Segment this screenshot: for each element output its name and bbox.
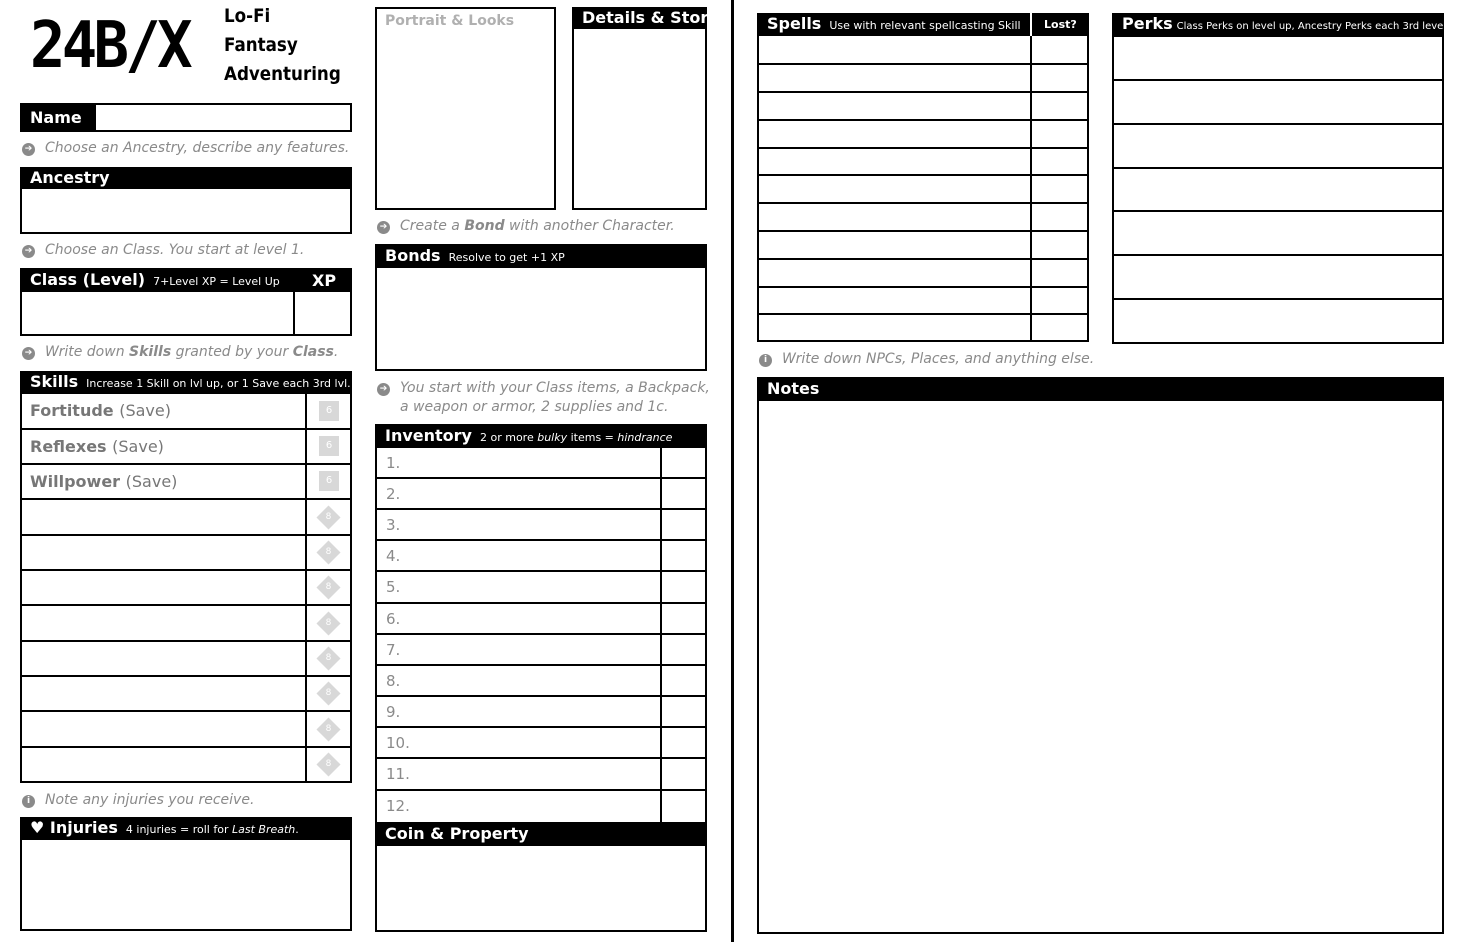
- inventory-row-number: 9.: [386, 703, 401, 721]
- injuries-header: ♥ Injuries 4 injuries = roll for Last Breath.: [20, 817, 352, 840]
- bonds-header: Bonds Resolve to get +1 XP: [375, 244, 707, 268]
- spells-header-divider: [1030, 13, 1032, 36]
- class-divider: [293, 292, 295, 334]
- inventory-row[interactable]: [377, 572, 705, 604]
- details-header: Details & Story: [572, 7, 707, 29]
- hint-notes: i Write down NPCs, Places, and anything else.: [759, 351, 1094, 367]
- spell-row[interactable]: [759, 121, 1087, 149]
- ancestry-input[interactable]: [22, 189, 350, 232]
- d8-icon: 8: [316, 611, 340, 635]
- skill-name: Reflexes: [30, 437, 107, 456]
- notes-header: Notes: [757, 377, 1444, 401]
- perk-row[interactable]: [1114, 37, 1442, 81]
- hint-class: ➔ Choose an Class. You start at level 1.: [22, 242, 304, 258]
- name-label: Name: [20, 103, 96, 132]
- hint-bond: ➔ Create a Bond with another Character.: [377, 218, 675, 234]
- perk-row[interactable]: [1114, 300, 1442, 342]
- inventory-row[interactable]: [377, 759, 705, 791]
- inventory-row[interactable]: [377, 479, 705, 510]
- arrow-circle-icon: ➔: [377, 221, 390, 234]
- skill-row-empty[interactable]: [22, 536, 350, 571]
- hint-injuries: i Note any injuries you receive.: [22, 792, 254, 808]
- skills-header: Skills Increase 1 Skill on lvl up, or 1 Save each 3rd lvl.: [20, 371, 352, 394]
- skill-name: Willpower: [30, 472, 121, 491]
- inventory-row[interactable]: [377, 448, 705, 479]
- skill-row-empty[interactable]: [22, 748, 350, 781]
- spell-row[interactable]: [759, 176, 1087, 204]
- d6-icon: 6: [319, 471, 339, 491]
- inventory-row-number: 10.: [386, 734, 410, 752]
- inventory-row[interactable]: [377, 604, 705, 635]
- spell-row[interactable]: [759, 260, 1087, 288]
- xp-label: XP: [312, 271, 337, 290]
- spells-header: Spells Use with relevant spellcasting Skill: [757, 13, 1089, 36]
- spell-row[interactable]: [759, 36, 1087, 65]
- d8-icon: 8: [316, 717, 340, 741]
- inventory-row-number: 1.: [386, 454, 401, 472]
- perk-row[interactable]: [1114, 81, 1442, 125]
- hint-skills: ➔ Write down Skills granted by your Class.: [22, 344, 338, 360]
- d8-icon: 8: [316, 575, 340, 599]
- logo: [30, 6, 220, 86]
- inventory-row[interactable]: [377, 541, 705, 572]
- inventory-row[interactable]: [377, 791, 705, 822]
- inventory-row-number: 8.: [386, 672, 401, 690]
- heart-icon: ♥: [30, 818, 45, 837]
- d8-icon: 8: [316, 646, 340, 670]
- arrow-circle-icon: ➔: [22, 245, 35, 258]
- skill-save-tag: (Save): [112, 437, 164, 456]
- subtitle-line-1: Lo-Fi: [224, 5, 271, 27]
- skill-row-empty[interactable]: [22, 571, 350, 606]
- inventory-row[interactable]: [377, 666, 705, 697]
- skill-row-empty[interactable]: [22, 712, 350, 748]
- subtitle-line-3: Adventuring: [224, 63, 341, 85]
- inventory-row-number: 5.: [386, 578, 401, 596]
- skill-save-tag: (Save): [125, 472, 178, 491]
- details-input[interactable]: [574, 29, 705, 208]
- bonds-input[interactable]: [377, 268, 705, 369]
- page-divider: [731, 0, 734, 942]
- arrow-circle-icon: ➔: [377, 383, 390, 396]
- d8-icon: 8: [316, 540, 340, 564]
- spell-row[interactable]: [759, 204, 1087, 232]
- spells-lost-label: Lost?: [1044, 18, 1077, 31]
- skill-row-empty[interactable]: [22, 606, 350, 642]
- inventory-row-number: 4.: [386, 547, 401, 565]
- perks-header: Perks Class Perks on level up, Ancestry Perks each 3rd level.: [1112, 13, 1444, 37]
- subtitle-line-2: Fantasy: [224, 34, 298, 56]
- class-input[interactable]: [22, 292, 292, 334]
- inventory-row[interactable]: [377, 510, 705, 541]
- xp-input[interactable]: [296, 292, 350, 334]
- ancestry-header: Ancestry: [20, 167, 352, 189]
- spell-row[interactable]: [759, 288, 1087, 315]
- hint-starting-items: ➔ You start with your Class items, a Backpack, a weapon or armor, 2 supplies and 1c.: [377, 379, 710, 417]
- arrow-circle-icon: ➔: [22, 347, 35, 360]
- inventory-row-number: 6.: [386, 610, 401, 628]
- skill-row[interactable]: [22, 465, 350, 500]
- logo-text: 24B/X: [30, 9, 189, 83]
- inventory-row-number: 2.: [386, 485, 401, 503]
- info-circle-icon: i: [22, 795, 35, 808]
- portrait-label: Portrait & Looks: [385, 13, 515, 29]
- inventory-row-number: 3.: [386, 516, 401, 534]
- d8-icon: 8: [316, 505, 340, 529]
- inventory-row-number: 11.: [386, 765, 410, 783]
- coin-input[interactable]: [377, 846, 705, 930]
- portrait-box[interactable]: [375, 7, 556, 210]
- skill-row-empty[interactable]: [22, 500, 350, 536]
- inventory-row[interactable]: [377, 728, 705, 759]
- inventory-row[interactable]: [377, 697, 705, 728]
- perk-row[interactable]: [1114, 212, 1442, 256]
- spell-row[interactable]: [759, 149, 1087, 176]
- inventory-row[interactable]: [377, 635, 705, 666]
- spell-row[interactable]: [759, 315, 1087, 340]
- hint-ancestry: ➔ Choose an Ancestry, describe any features.: [22, 140, 349, 156]
- name-input[interactable]: [97, 105, 350, 130]
- arrow-circle-icon: ➔: [22, 143, 35, 156]
- inventory-header: Inventory 2 or more bulky items = hindrance: [375, 424, 707, 448]
- skill-row-empty[interactable]: [22, 642, 350, 677]
- inventory-row-number: 12.: [386, 797, 410, 815]
- spell-row[interactable]: [759, 65, 1087, 93]
- perk-row[interactable]: [1114, 256, 1442, 300]
- spell-row[interactable]: [759, 93, 1087, 121]
- skill-row[interactable]: [22, 430, 350, 465]
- subtitle: [224, 2, 341, 89]
- d8-icon: 8: [316, 681, 340, 705]
- perk-row[interactable]: [1114, 125, 1442, 169]
- spell-row[interactable]: [759, 232, 1087, 260]
- skill-row-empty[interactable]: [22, 677, 350, 712]
- coin-header: Coin & Property: [375, 822, 707, 846]
- d6-icon: 6: [319, 401, 339, 421]
- skill-name: Fortitude: [30, 401, 114, 420]
- d8-icon: 8: [316, 752, 340, 776]
- skill-save-tag: (Save): [119, 401, 171, 420]
- notes-input[interactable]: [759, 401, 1442, 932]
- skill-row[interactable]: [22, 394, 350, 430]
- info-circle-icon: i: [759, 354, 772, 367]
- injuries-input[interactable]: [22, 840, 350, 929]
- inventory-row-number: 7.: [386, 641, 401, 659]
- class-header: Class (Level) 7+Level XP = Level Up: [20, 268, 352, 292]
- perk-row[interactable]: [1114, 169, 1442, 212]
- d6-icon: 6: [319, 436, 339, 456]
